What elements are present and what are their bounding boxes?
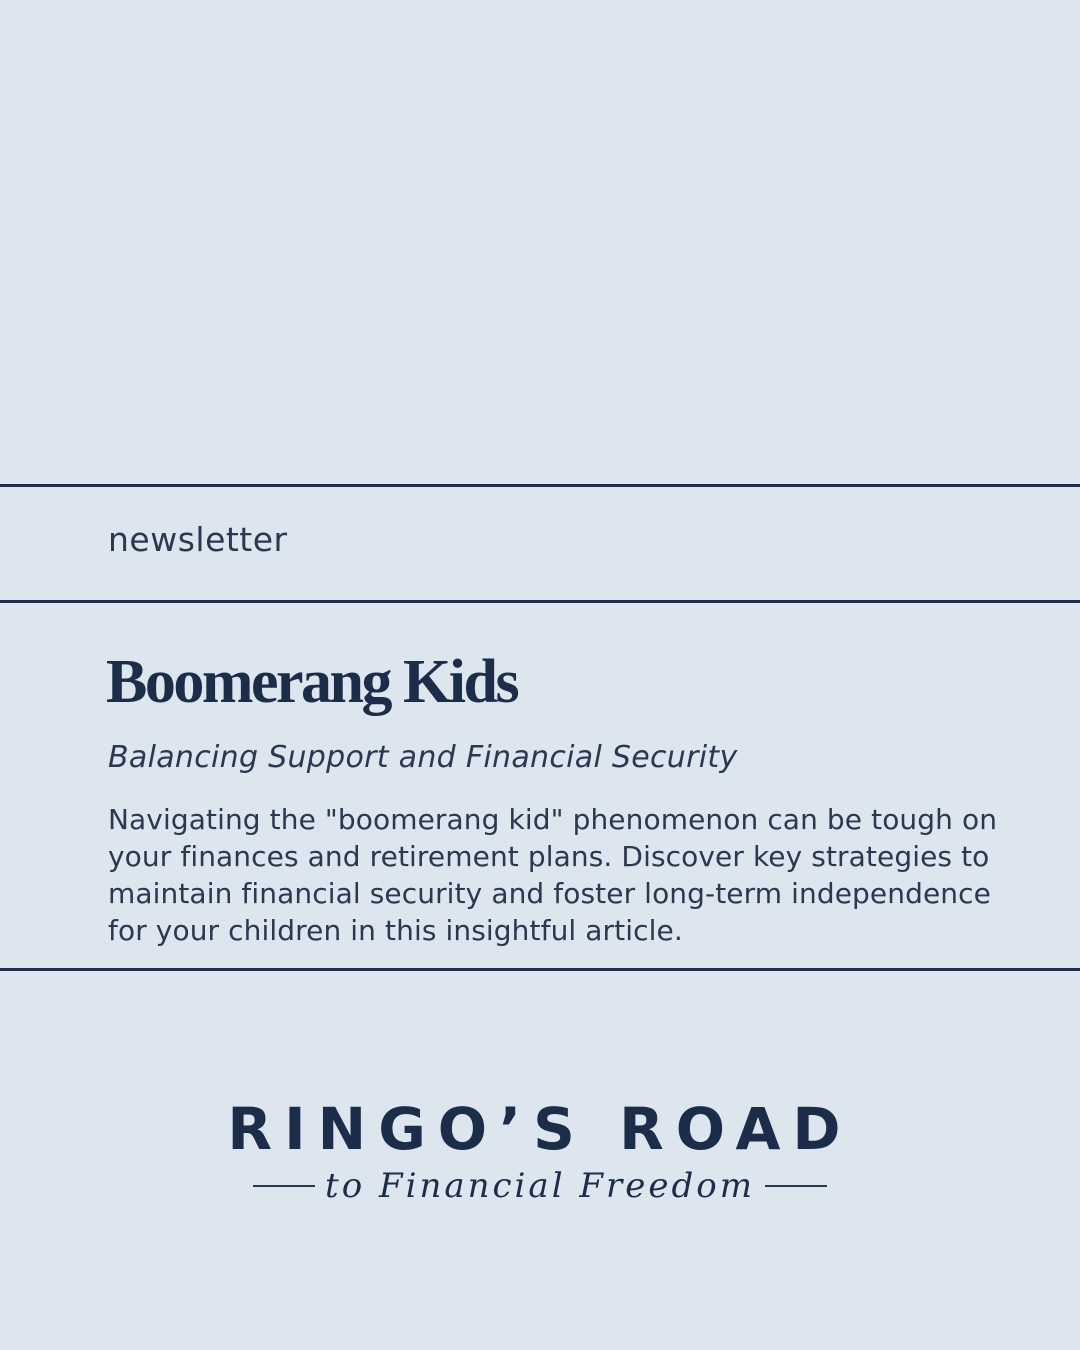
bottom-divider [0, 968, 1080, 971]
top-divider [0, 484, 1080, 487]
article-description: Navigating the "boomerang kid" phenomenon can be tough on your finances and retirement plans. Discover key strategies to maintain financial security and foster long-term independence for your children in this insightful article. [108, 803, 998, 947]
middle-divider [0, 600, 1080, 603]
tagline-left-rule [253, 1185, 315, 1187]
brand-tagline-row [0, 1166, 1080, 1206]
brand-tagline: to Financial Freedom [325, 1166, 755, 1206]
article-subtitle: Balancing Support and Financial Security [108, 740, 738, 775]
article-title: Boomerang Kids [106, 648, 518, 716]
brand-name: RINGO’S ROAD [227, 1095, 853, 1163]
tagline-right-rule [765, 1185, 827, 1187]
section-label: newsletter [108, 520, 288, 559]
